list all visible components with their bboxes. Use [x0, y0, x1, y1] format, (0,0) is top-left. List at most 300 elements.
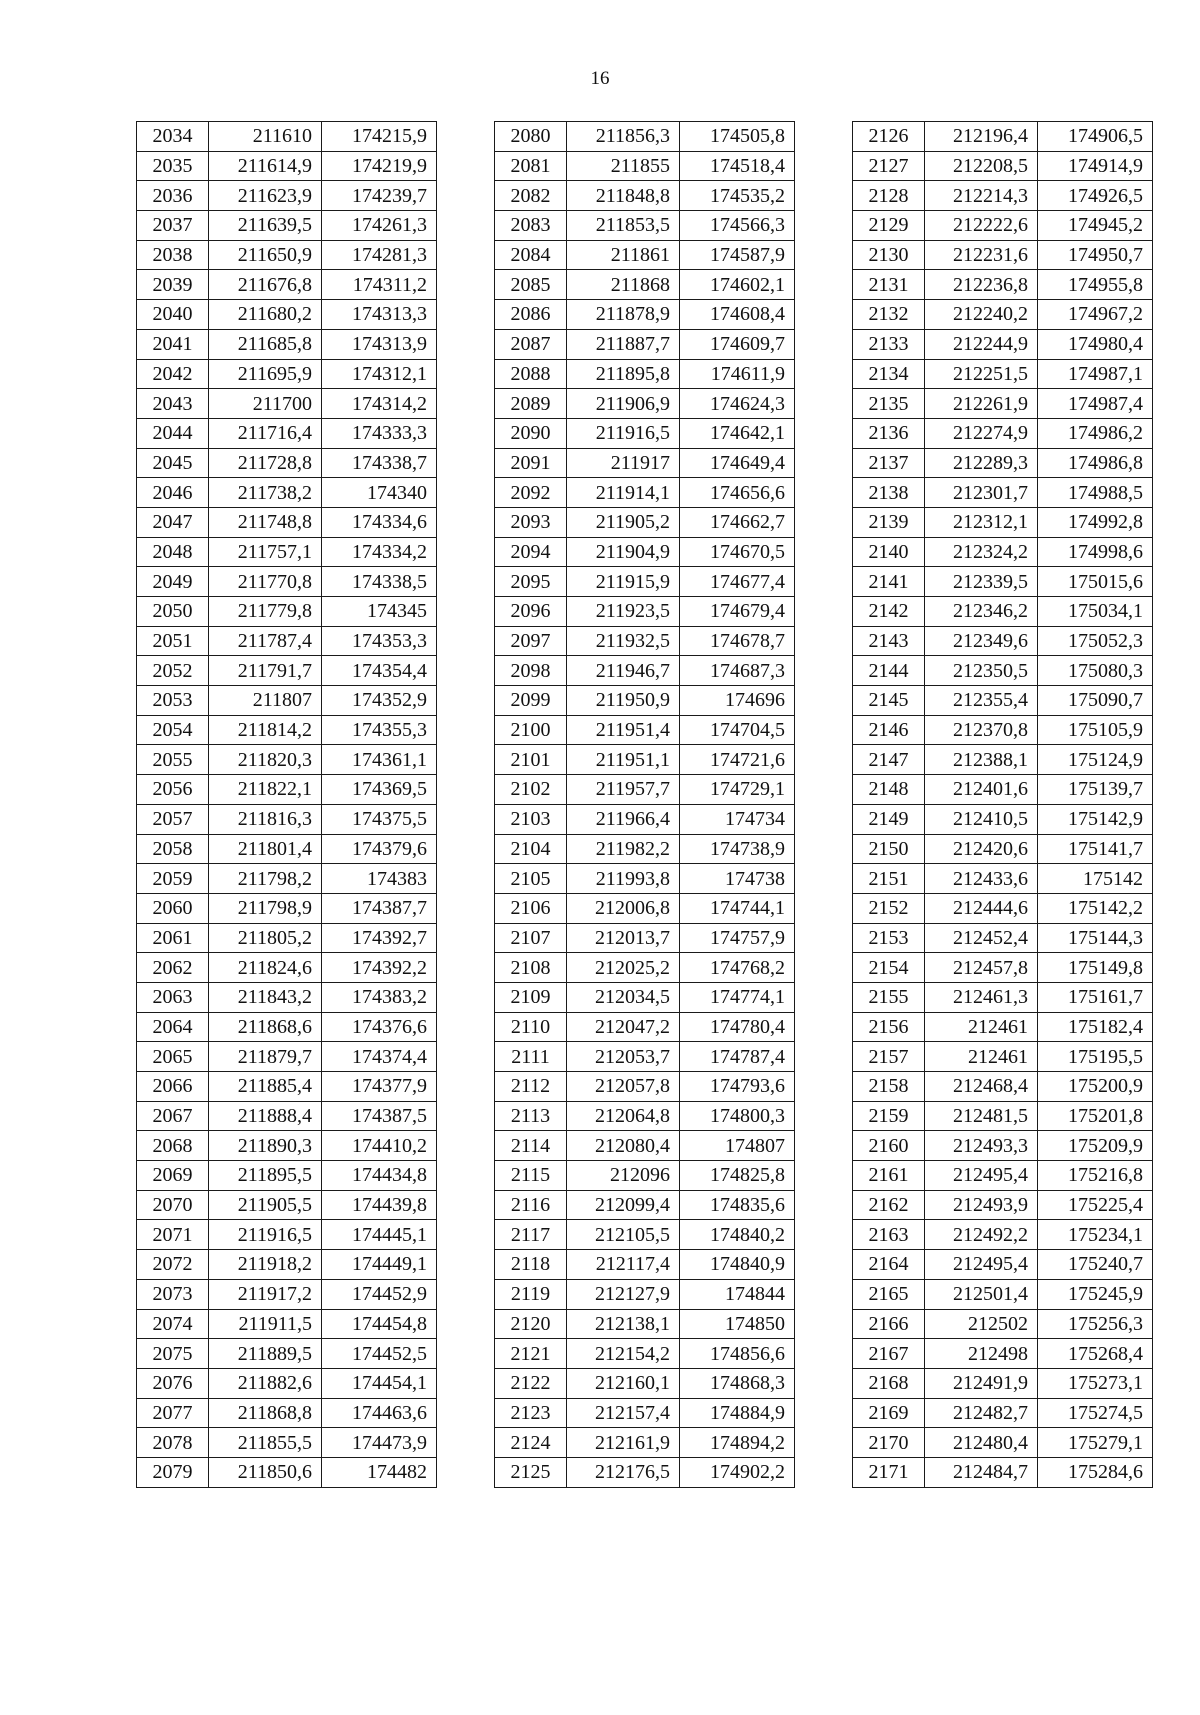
- table-row: [495, 953, 795, 983]
- x-coordinate-cell: 212498: [925, 1339, 1038, 1369]
- x-coordinate-cell: 212355,4: [925, 686, 1038, 716]
- table-row: [137, 389, 437, 419]
- table-row: [853, 329, 1153, 359]
- y-coordinate-cell: 174793,6: [680, 1072, 795, 1102]
- point-number-cell: 2167: [853, 1339, 925, 1369]
- table-row: [495, 982, 795, 1012]
- x-coordinate-cell: 212240,2: [925, 300, 1038, 330]
- x-coordinate-cell: 211738,2: [209, 478, 322, 508]
- x-coordinate-cell: 212161,9: [567, 1428, 680, 1458]
- x-coordinate-cell: 212105,5: [567, 1220, 680, 1250]
- y-coordinate-cell: 174587,9: [680, 240, 795, 270]
- table-row: [853, 775, 1153, 805]
- point-number-cell: 2155: [853, 982, 925, 1012]
- table-row: [137, 1161, 437, 1191]
- table-row: [137, 507, 437, 537]
- y-coordinate-cell: 175142: [1038, 864, 1153, 894]
- x-coordinate-cell: 212401,6: [925, 775, 1038, 805]
- table-row: [137, 715, 437, 745]
- y-coordinate-cell: 174361,1: [322, 745, 437, 775]
- y-coordinate-cell: 174768,2: [680, 953, 795, 983]
- point-number-cell: 2060: [137, 893, 209, 923]
- y-coordinate-cell: 174463,6: [322, 1398, 437, 1428]
- x-coordinate-cell: 211820,3: [209, 745, 322, 775]
- y-coordinate-cell: 175144,3: [1038, 923, 1153, 953]
- y-coordinate-cell: 174374,4: [322, 1042, 437, 1072]
- table-row: [137, 122, 437, 152]
- x-coordinate-cell: 211798,9: [209, 893, 322, 923]
- point-number-cell: 2162: [853, 1190, 925, 1220]
- x-coordinate-cell: 211855: [567, 151, 680, 181]
- x-coordinate-cell: 212482,7: [925, 1398, 1038, 1428]
- point-number-cell: 2107: [495, 923, 567, 953]
- y-coordinate-cell: 175090,7: [1038, 686, 1153, 716]
- x-coordinate-cell: 211917: [567, 448, 680, 478]
- x-coordinate-cell: 212034,5: [567, 982, 680, 1012]
- point-number-cell: 2134: [853, 359, 925, 389]
- x-coordinate-cell: 211787,4: [209, 626, 322, 656]
- y-coordinate-cell: 174611,9: [680, 359, 795, 389]
- table-row: [853, 359, 1153, 389]
- y-coordinate-cell: 174215,9: [322, 122, 437, 152]
- table-row: [853, 211, 1153, 241]
- table-row: [137, 300, 437, 330]
- table-row: [495, 240, 795, 270]
- table-row: [137, 1072, 437, 1102]
- y-coordinate-cell: 174926,5: [1038, 181, 1153, 211]
- x-coordinate-cell: 212350,5: [925, 656, 1038, 686]
- y-coordinate-cell: 174338,5: [322, 567, 437, 597]
- table-row: [853, 1190, 1153, 1220]
- table-row: [853, 1398, 1153, 1428]
- x-coordinate-cell: 212312,1: [925, 507, 1038, 537]
- table-row: [495, 151, 795, 181]
- y-coordinate-cell: 174734: [680, 804, 795, 834]
- x-coordinate-cell: 212346,2: [925, 597, 1038, 627]
- x-coordinate-cell: 212231,6: [925, 240, 1038, 270]
- point-number-cell: 2168: [853, 1368, 925, 1398]
- x-coordinate-cell: 212117,4: [567, 1250, 680, 1280]
- x-coordinate-cell: 212047,2: [567, 1012, 680, 1042]
- point-number-cell: 2082: [495, 181, 567, 211]
- point-number-cell: 2108: [495, 953, 567, 983]
- x-coordinate-cell: 212099,4: [567, 1190, 680, 1220]
- y-coordinate-cell: 175105,9: [1038, 715, 1153, 745]
- point-number-cell: 2112: [495, 1072, 567, 1102]
- point-number-cell: 2053: [137, 686, 209, 716]
- table-row: [495, 1279, 795, 1309]
- y-coordinate-cell: 174721,6: [680, 745, 795, 775]
- table-row: [495, 507, 795, 537]
- point-number-cell: 2094: [495, 537, 567, 567]
- table-row: [137, 211, 437, 241]
- point-number-cell: 2056: [137, 775, 209, 805]
- point-number-cell: 2085: [495, 270, 567, 300]
- table-row: [853, 122, 1153, 152]
- coordinate-table-2: [494, 121, 795, 1488]
- x-coordinate-cell: 211791,7: [209, 656, 322, 686]
- x-coordinate-cell: 212349,6: [925, 626, 1038, 656]
- table-row: [495, 715, 795, 745]
- y-coordinate-cell: 174387,7: [322, 893, 437, 923]
- y-coordinate-cell: 174868,3: [680, 1368, 795, 1398]
- point-number-cell: 2153: [853, 923, 925, 953]
- point-number-cell: 2160: [853, 1131, 925, 1161]
- table-row: [137, 448, 437, 478]
- x-coordinate-cell: 211822,1: [209, 775, 322, 805]
- table-row: [853, 1279, 1153, 1309]
- x-coordinate-cell: 212013,7: [567, 923, 680, 953]
- table-row: [853, 1220, 1153, 1250]
- point-number-cell: 2068: [137, 1131, 209, 1161]
- point-number-cell: 2034: [137, 122, 209, 152]
- x-coordinate-cell: 211932,5: [567, 626, 680, 656]
- y-coordinate-cell: 174696: [680, 686, 795, 716]
- x-coordinate-cell: 212261,9: [925, 389, 1038, 419]
- y-coordinate-cell: 175216,8: [1038, 1161, 1153, 1191]
- y-coordinate-cell: 175209,9: [1038, 1131, 1153, 1161]
- point-number-cell: 2133: [853, 329, 925, 359]
- table-row: [137, 1457, 437, 1487]
- point-number-cell: 2110: [495, 1012, 567, 1042]
- y-coordinate-cell: 175274,5: [1038, 1398, 1153, 1428]
- table-row: [495, 1042, 795, 1072]
- y-coordinate-cell: 174894,2: [680, 1428, 795, 1458]
- y-coordinate-cell: 174844: [680, 1279, 795, 1309]
- x-coordinate-cell: 211904,9: [567, 537, 680, 567]
- point-number-cell: 2051: [137, 626, 209, 656]
- table-row: [495, 270, 795, 300]
- y-coordinate-cell: 174333,3: [322, 418, 437, 448]
- point-number-cell: 2148: [853, 775, 925, 805]
- x-coordinate-cell: 211957,7: [567, 775, 680, 805]
- point-number-cell: 2049: [137, 567, 209, 597]
- point-number-cell: 2152: [853, 893, 925, 923]
- point-number-cell: 2039: [137, 270, 209, 300]
- point-number-cell: 2071: [137, 1220, 209, 1250]
- x-coordinate-cell: 211700: [209, 389, 322, 419]
- point-number-cell: 2126: [853, 122, 925, 152]
- y-coordinate-cell: 174281,3: [322, 240, 437, 270]
- x-coordinate-cell: 211850,6: [209, 1457, 322, 1487]
- x-coordinate-cell: 212433,6: [925, 864, 1038, 894]
- table-row: [853, 1457, 1153, 1487]
- table-row: [137, 418, 437, 448]
- y-coordinate-cell: 174219,9: [322, 151, 437, 181]
- y-coordinate-cell: 174825,8: [680, 1161, 795, 1191]
- point-number-cell: 2166: [853, 1309, 925, 1339]
- y-coordinate-cell: 174454,1: [322, 1368, 437, 1398]
- table-row: [853, 240, 1153, 270]
- x-coordinate-cell: 212370,8: [925, 715, 1038, 745]
- table-row: [495, 1012, 795, 1042]
- point-number-cell: 2062: [137, 953, 209, 983]
- point-number-cell: 2100: [495, 715, 567, 745]
- y-coordinate-cell: 175142,2: [1038, 893, 1153, 923]
- x-coordinate-cell: 211695,9: [209, 359, 322, 389]
- table-row: [853, 597, 1153, 627]
- y-coordinate-cell: 174261,3: [322, 211, 437, 241]
- y-coordinate-cell: 175245,9: [1038, 1279, 1153, 1309]
- point-number-cell: 2054: [137, 715, 209, 745]
- point-number-cell: 2104: [495, 834, 567, 864]
- y-coordinate-cell: 174902,2: [680, 1457, 795, 1487]
- table-row: [853, 656, 1153, 686]
- y-coordinate-cell: 174807: [680, 1131, 795, 1161]
- table-row: [853, 834, 1153, 864]
- point-number-cell: 2103: [495, 804, 567, 834]
- table-row: [137, 953, 437, 983]
- point-number-cell: 2084: [495, 240, 567, 270]
- table-row: [853, 982, 1153, 1012]
- table-row: [137, 329, 437, 359]
- x-coordinate-cell: 211814,2: [209, 715, 322, 745]
- x-coordinate-cell: 212480,4: [925, 1428, 1038, 1458]
- x-coordinate-cell: 212410,5: [925, 804, 1038, 834]
- x-coordinate-cell: 211887,7: [567, 329, 680, 359]
- x-coordinate-cell: 211911,5: [209, 1309, 322, 1339]
- x-coordinate-cell: 212127,9: [567, 1279, 680, 1309]
- y-coordinate-cell: 174482: [322, 1457, 437, 1487]
- y-coordinate-cell: 174383: [322, 864, 437, 894]
- point-number-cell: 2141: [853, 567, 925, 597]
- table-row: [137, 804, 437, 834]
- x-coordinate-cell: 211805,2: [209, 923, 322, 953]
- point-number-cell: 2163: [853, 1220, 925, 1250]
- y-coordinate-cell: 175240,7: [1038, 1250, 1153, 1280]
- point-number-cell: 2040: [137, 300, 209, 330]
- y-coordinate-cell: 174505,8: [680, 122, 795, 152]
- table-row: [495, 923, 795, 953]
- y-coordinate-cell: 174678,7: [680, 626, 795, 656]
- table-row: [137, 270, 437, 300]
- y-coordinate-cell: 174352,9: [322, 686, 437, 716]
- table-row: [495, 1250, 795, 1280]
- point-number-cell: 2092: [495, 478, 567, 508]
- y-coordinate-cell: 174670,5: [680, 537, 795, 567]
- x-coordinate-cell: 212208,5: [925, 151, 1038, 181]
- table-row: [495, 1190, 795, 1220]
- y-coordinate-cell: 174835,6: [680, 1190, 795, 1220]
- table-row: [495, 804, 795, 834]
- y-coordinate-cell: 175015,6: [1038, 567, 1153, 597]
- x-coordinate-cell: 212420,6: [925, 834, 1038, 864]
- y-coordinate-cell: 174677,4: [680, 567, 795, 597]
- y-coordinate-cell: 174687,3: [680, 656, 795, 686]
- y-coordinate-cell: 174353,3: [322, 626, 437, 656]
- y-coordinate-cell: 174566,3: [680, 211, 795, 241]
- y-coordinate-cell: 174955,8: [1038, 270, 1153, 300]
- x-coordinate-cell: 212006,8: [567, 893, 680, 923]
- table-row: [853, 537, 1153, 567]
- point-number-cell: 2106: [495, 893, 567, 923]
- table-row: [853, 1161, 1153, 1191]
- y-coordinate-cell: 174992,8: [1038, 507, 1153, 537]
- point-number-cell: 2101: [495, 745, 567, 775]
- y-coordinate-cell: 174906,5: [1038, 122, 1153, 152]
- point-number-cell: 2089: [495, 389, 567, 419]
- x-coordinate-cell: 211923,5: [567, 597, 680, 627]
- x-coordinate-cell: 211951,1: [567, 745, 680, 775]
- point-number-cell: 2150: [853, 834, 925, 864]
- point-number-cell: 2131: [853, 270, 925, 300]
- point-number-cell: 2037: [137, 211, 209, 241]
- y-coordinate-cell: 174311,2: [322, 270, 437, 300]
- x-coordinate-cell: 211905,5: [209, 1190, 322, 1220]
- y-coordinate-cell: 175256,3: [1038, 1309, 1153, 1339]
- x-coordinate-cell: 211868,8: [209, 1398, 322, 1428]
- x-coordinate-cell: 211610: [209, 122, 322, 152]
- table-row: [853, 715, 1153, 745]
- point-number-cell: 2045: [137, 448, 209, 478]
- table-row: [495, 389, 795, 419]
- table-row: [853, 626, 1153, 656]
- point-number-cell: 2064: [137, 1012, 209, 1042]
- table-row: [853, 448, 1153, 478]
- point-number-cell: 2063: [137, 982, 209, 1012]
- table-row: [853, 507, 1153, 537]
- x-coordinate-cell: 211716,4: [209, 418, 322, 448]
- y-coordinate-cell: 174608,4: [680, 300, 795, 330]
- x-coordinate-cell: 211885,4: [209, 1072, 322, 1102]
- x-coordinate-cell: 211861: [567, 240, 680, 270]
- point-number-cell: 2046: [137, 478, 209, 508]
- point-number-cell: 2050: [137, 597, 209, 627]
- y-coordinate-cell: 174987,1: [1038, 359, 1153, 389]
- table-row: [495, 329, 795, 359]
- table-row: [853, 1428, 1153, 1458]
- x-coordinate-cell: 212236,8: [925, 270, 1038, 300]
- x-coordinate-cell: 212289,3: [925, 448, 1038, 478]
- y-coordinate-cell: 174950,7: [1038, 240, 1153, 270]
- point-number-cell: 2086: [495, 300, 567, 330]
- x-coordinate-cell: 211906,9: [567, 389, 680, 419]
- point-number-cell: 2072: [137, 1250, 209, 1280]
- point-number-cell: 2125: [495, 1457, 567, 1487]
- point-number-cell: 2091: [495, 448, 567, 478]
- point-number-cell: 2116: [495, 1190, 567, 1220]
- point-number-cell: 2128: [853, 181, 925, 211]
- x-coordinate-cell: 212244,9: [925, 329, 1038, 359]
- y-coordinate-cell: 174377,9: [322, 1072, 437, 1102]
- x-coordinate-cell: 211993,8: [567, 864, 680, 894]
- coordinate-table-3: [852, 121, 1153, 1488]
- x-coordinate-cell: 212457,8: [925, 953, 1038, 983]
- point-number-cell: 2093: [495, 507, 567, 537]
- y-coordinate-cell: 175279,1: [1038, 1428, 1153, 1458]
- point-number-cell: 2035: [137, 151, 209, 181]
- point-number-cell: 2088: [495, 359, 567, 389]
- table-row: [137, 1339, 437, 1369]
- y-coordinate-cell: 174945,2: [1038, 211, 1153, 241]
- point-number-cell: 2096: [495, 597, 567, 627]
- point-number-cell: 2151: [853, 864, 925, 894]
- x-coordinate-cell: 211982,2: [567, 834, 680, 864]
- x-coordinate-cell: 211748,8: [209, 507, 322, 537]
- x-coordinate-cell: 211890,3: [209, 1131, 322, 1161]
- point-number-cell: 2066: [137, 1072, 209, 1102]
- y-coordinate-cell: 174445,1: [322, 1220, 437, 1250]
- y-coordinate-cell: 175234,1: [1038, 1220, 1153, 1250]
- point-number-cell: 2132: [853, 300, 925, 330]
- table-row: [495, 478, 795, 508]
- point-number-cell: 2078: [137, 1428, 209, 1458]
- table-row: [495, 1428, 795, 1458]
- y-coordinate-cell: 174313,9: [322, 329, 437, 359]
- table-row: [853, 953, 1153, 983]
- point-number-cell: 2080: [495, 122, 567, 152]
- table-row: [137, 864, 437, 894]
- table-row: [137, 597, 437, 627]
- x-coordinate-cell: 211966,4: [567, 804, 680, 834]
- x-coordinate-cell: 212481,5: [925, 1101, 1038, 1131]
- x-coordinate-cell: 211916,5: [567, 418, 680, 448]
- table-row: [853, 181, 1153, 211]
- y-coordinate-cell: 174313,3: [322, 300, 437, 330]
- table-row: [495, 537, 795, 567]
- table-row: [495, 1101, 795, 1131]
- point-number-cell: 2047: [137, 507, 209, 537]
- y-coordinate-cell: 175200,9: [1038, 1072, 1153, 1102]
- table-row: [137, 1309, 437, 1339]
- x-coordinate-cell: 212468,4: [925, 1072, 1038, 1102]
- x-coordinate-cell: 212339,5: [925, 567, 1038, 597]
- table-row: [495, 1161, 795, 1191]
- point-number-cell: 2041: [137, 329, 209, 359]
- y-coordinate-cell: 174345: [322, 597, 437, 627]
- x-coordinate-cell: 212214,3: [925, 181, 1038, 211]
- table-row: [137, 893, 437, 923]
- table-row: [137, 151, 437, 181]
- table-row: [495, 1398, 795, 1428]
- y-coordinate-cell: 175034,1: [1038, 597, 1153, 627]
- point-number-cell: 2105: [495, 864, 567, 894]
- table-row: [853, 270, 1153, 300]
- point-number-cell: 2099: [495, 686, 567, 716]
- table-row: [853, 1368, 1153, 1398]
- table-row: [137, 1012, 437, 1042]
- table-row: [853, 1012, 1153, 1042]
- x-coordinate-cell: 212495,4: [925, 1161, 1038, 1191]
- point-number-cell: 2123: [495, 1398, 567, 1428]
- x-coordinate-cell: 211676,8: [209, 270, 322, 300]
- x-coordinate-cell: 212176,5: [567, 1457, 680, 1487]
- point-number-cell: 2159: [853, 1101, 925, 1131]
- y-coordinate-cell: 174988,5: [1038, 478, 1153, 508]
- point-number-cell: 2097: [495, 626, 567, 656]
- table-row: [853, 1250, 1153, 1280]
- x-coordinate-cell: 212160,1: [567, 1368, 680, 1398]
- point-number-cell: 2120: [495, 1309, 567, 1339]
- table-row: [853, 418, 1153, 448]
- y-coordinate-cell: 174986,8: [1038, 448, 1153, 478]
- x-coordinate-cell: 212301,7: [925, 478, 1038, 508]
- point-number-cell: 2055: [137, 745, 209, 775]
- table-row: [853, 923, 1153, 953]
- point-number-cell: 2042: [137, 359, 209, 389]
- y-coordinate-cell: 175225,4: [1038, 1190, 1153, 1220]
- table-row: [853, 151, 1153, 181]
- y-coordinate-cell: 174535,2: [680, 181, 795, 211]
- x-coordinate-cell: 211650,9: [209, 240, 322, 270]
- point-number-cell: 2076: [137, 1368, 209, 1398]
- table-row: [137, 359, 437, 389]
- x-coordinate-cell: 212251,5: [925, 359, 1038, 389]
- point-number-cell: 2171: [853, 1457, 925, 1487]
- table-row: [495, 597, 795, 627]
- table-row: [137, 1131, 437, 1161]
- y-coordinate-cell: 174452,5: [322, 1339, 437, 1369]
